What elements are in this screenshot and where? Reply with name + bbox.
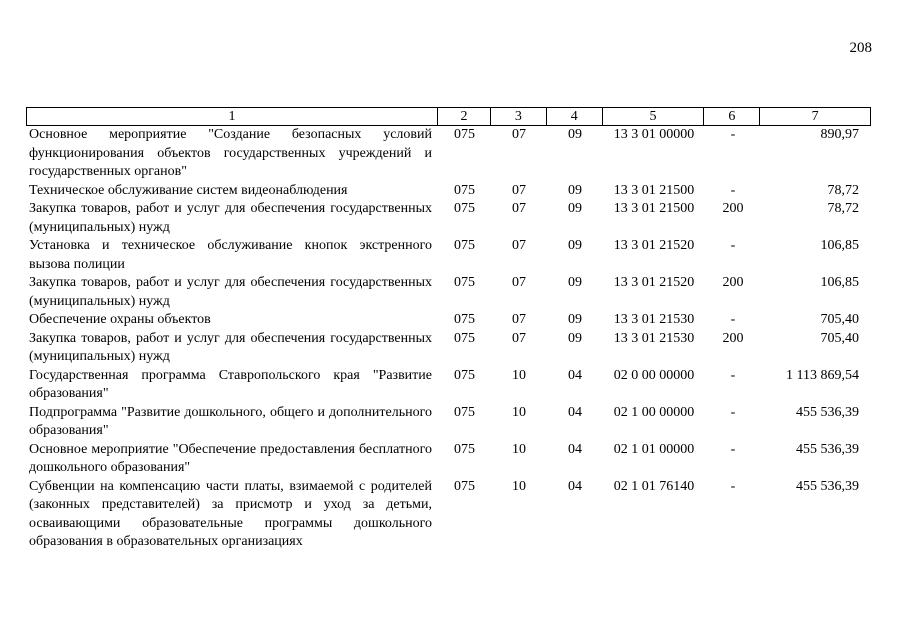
row-col-3: 07 (512, 201, 526, 216)
row-col-2: 075 (454, 367, 475, 383)
row-col-3: 07 (512, 330, 526, 346)
row-col-6: 200 (722, 201, 744, 216)
page-number: 208 (849, 40, 872, 56)
row-col-6: 200 (722, 330, 744, 346)
row-col-5: 13 3 01 00000 (613, 127, 695, 142)
table-row (26, 330, 871, 367)
row-description: Подпрограмма "Развитие дошкольного, общего и дополнительного образования" (29, 404, 432, 438)
row-col-2: 075 (454, 330, 475, 346)
header-col-1: 1 (27, 108, 438, 125)
row-col-6: - (730, 312, 736, 327)
row-col-5: 13 3 01 21520 (613, 275, 695, 290)
table-row (26, 478, 871, 552)
row-col-5: 13 3 01 21520 (613, 238, 695, 253)
table-row (26, 237, 871, 274)
table-body (26, 126, 871, 552)
row-description: Закупка товаров, работ и услуг для обеспечения государственных (муниципальных) нужд (29, 275, 432, 309)
row-col-5: 02 1 01 00000 (613, 441, 695, 457)
row-col-5: 02 1 01 76140 (613, 478, 695, 494)
row-col-6: - (730, 404, 736, 420)
table-row (26, 311, 871, 330)
row-col-3: 07 (512, 275, 526, 290)
row-col-4: 09 (568, 182, 582, 198)
row-col-6: - (730, 238, 736, 253)
row-col-5: 13 3 01 21530 (613, 330, 695, 346)
row-col-3: 07 (512, 238, 526, 253)
table-row (26, 126, 871, 182)
row-col-6: - (730, 127, 736, 142)
header-col-2: 2 (438, 108, 491, 125)
row-description: Техническое обслуживание систем видеонаблюдения (29, 182, 348, 198)
row-description: Закупка товаров, работ и услуг для обеспечения государственных (муниципальных) нужд (29, 201, 432, 235)
table-row (26, 367, 871, 404)
row-col-6: - (730, 478, 736, 494)
row-amount: 455 536,39 (796, 404, 859, 420)
row-col-2: 075 (454, 127, 475, 142)
row-col-5: 02 0 00 00000 (613, 367, 695, 383)
header-col-4: 4 (547, 108, 603, 125)
header-col-3: 3 (491, 108, 547, 125)
row-col-4: 09 (568, 127, 582, 142)
budget-table (26, 107, 871, 552)
row-col-4: 04 (568, 404, 582, 420)
row-col-4: 09 (568, 275, 582, 290)
row-col-3: 10 (512, 404, 526, 420)
row-amount: 106,85 (820, 275, 859, 290)
row-col-5: 13 3 01 21500 (613, 201, 695, 216)
row-col-6: - (730, 367, 736, 383)
row-description: Государственная программа Ставропольского края "Развитие образования" (29, 367, 432, 401)
row-col-3: 07 (512, 127, 526, 142)
row-description: Установка и техническое обслуживание кнопок экстренного вызова полиции (29, 238, 432, 272)
row-col-3: 07 (512, 312, 526, 327)
row-amount: 890,97 (820, 127, 859, 142)
row-col-4: 04 (568, 441, 582, 457)
row-description: Основное мероприятие "Создание безопасных условий функционирования объектов государственных учреждений и государственных органов" (29, 127, 432, 179)
row-col-2: 075 (454, 441, 475, 457)
row-col-2: 075 (454, 201, 475, 216)
row-amount: 705,40 (820, 312, 859, 327)
row-description: Основное мероприятие "Обеспечение предоставления бесплатного дошкольного образования" (29, 441, 432, 475)
header-col-5: 5 (603, 108, 705, 125)
table-row (26, 404, 871, 441)
row-amount: 455 536,39 (796, 478, 859, 494)
row-col-4: 09 (568, 201, 582, 216)
row-amount: 1 113 869,54 (786, 367, 859, 383)
row-col-3: 10 (512, 441, 526, 457)
row-col-5: 13 3 01 21500 (613, 182, 695, 198)
table-row (26, 274, 871, 311)
row-col-4: 04 (568, 367, 582, 383)
row-amount: 705,40 (820, 330, 859, 346)
row-col-2: 075 (454, 312, 475, 327)
header-col-6: 6 (704, 108, 760, 125)
row-description: Субвенции на компенсацию части платы, взимаемой с родителей (законных представителей) за присмотр и уход за детьми, осваивающими образовательные программы дошкольного образования в образовательных организациях (29, 478, 432, 549)
row-description: Закупка товаров, работ и услуг для обеспечения государственных (муниципальных) нужд (29, 330, 432, 364)
row-description: Обеспечение охраны объектов (29, 312, 211, 327)
row-col-4: 09 (568, 312, 582, 327)
row-col-5: 02 1 00 00000 (613, 404, 695, 420)
row-col-3: 07 (512, 182, 526, 198)
row-col-5: 13 3 01 21530 (613, 312, 695, 327)
table-row (26, 182, 871, 201)
header-col-7: 7 (811, 109, 819, 124)
row-amount: 78,72 (827, 201, 859, 216)
row-col-2: 075 (454, 238, 475, 253)
row-col-3: 10 (512, 367, 526, 383)
row-col-6: 200 (722, 275, 744, 290)
table-row (26, 200, 871, 237)
row-col-4: 09 (568, 238, 582, 253)
row-col-2: 075 (454, 182, 475, 198)
row-col-3: 10 (512, 478, 526, 494)
row-col-6: - (730, 182, 736, 198)
row-col-6: - (730, 441, 736, 457)
row-col-4: 04 (568, 478, 582, 494)
table-header (26, 107, 871, 126)
row-amount: 78,72 (827, 182, 859, 198)
row-col-2: 075 (454, 404, 475, 420)
row-amount: 455 536,39 (796, 441, 859, 457)
row-col-2: 075 (454, 478, 475, 494)
row-col-2: 075 (454, 275, 475, 290)
row-amount: 106,85 (820, 238, 859, 253)
table-row (26, 441, 871, 478)
row-col-4: 09 (568, 330, 582, 346)
